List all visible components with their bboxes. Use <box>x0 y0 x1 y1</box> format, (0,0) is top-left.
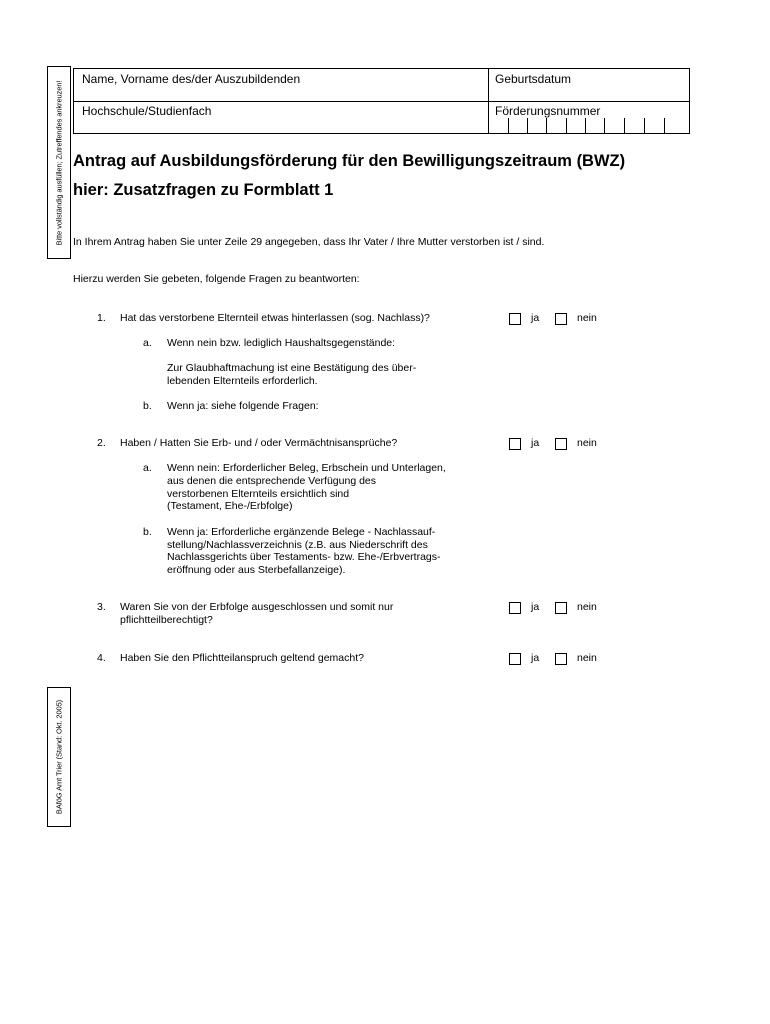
table-divider-vertical <box>488 69 489 133</box>
side-note-office: BAföG Amt Trier (Stand: Okt. 2005) <box>54 699 64 815</box>
q3-no-checkbox[interactable] <box>555 602 567 614</box>
name-field-label: Name, Vorname des/der Auszubildenden <box>82 72 301 86</box>
q4-yes-checkbox[interactable] <box>509 653 521 665</box>
question-text: Waren Sie von der Erbfolge ausgeschlossen und somit nur <box>120 601 394 613</box>
form-subtitle: hier: Zusatzfragen zu Formblatt 1 <box>73 181 334 199</box>
q2-yes-checkbox[interactable] <box>509 438 521 450</box>
side-note-office-box <box>47 687 71 827</box>
applicant-info-table <box>73 68 690 134</box>
prompt-text: Hierzu werden Sie gebeten, folgende Fragen zu beantworten: <box>73 273 360 285</box>
question-text: Haben / Hatten Sie Erb- und / oder Vermächtnisansprüche? <box>120 437 398 449</box>
birthdate-field-label: Geburtsdatum <box>495 72 572 86</box>
question-text: Haben Sie den Pflichtteilanspruch geltend gemacht? <box>120 652 364 664</box>
funding-number-label: Förderungsnummer <box>495 104 601 118</box>
side-note-box <box>47 66 71 259</box>
table-divider-horizontal <box>74 101 689 102</box>
q4-no-checkbox[interactable] <box>555 653 567 665</box>
q1-yes-checkbox[interactable] <box>509 313 521 325</box>
q3-yes-checkbox[interactable] <box>509 602 521 614</box>
form-title: Antrag auf Ausbildungsförderung für den Bewilligungszeitraum (BWZ) <box>73 152 626 170</box>
side-note-instructions: Bitte vollständig ausfüllen; Zutreffendes ankreuzen! <box>54 80 64 246</box>
funding-number-digit-boxes[interactable] <box>508 118 688 133</box>
question-text: Hat das verstorbene Elternteil etwas hinterlassen (sog. Nachlass)? <box>120 312 430 324</box>
q2-no-checkbox[interactable] <box>555 438 567 450</box>
school-field-label: Hochschule/Studienfach <box>82 104 212 118</box>
question-text: pflichtteilberechtigt? <box>120 614 213 626</box>
q1-no-checkbox[interactable] <box>555 313 567 325</box>
intro-text: In Ihrem Antrag haben Sie unter Zeile 29 angegeben, dass Ihr Vater / Ihre Mutter verstorben ist / sind. <box>73 236 545 248</box>
